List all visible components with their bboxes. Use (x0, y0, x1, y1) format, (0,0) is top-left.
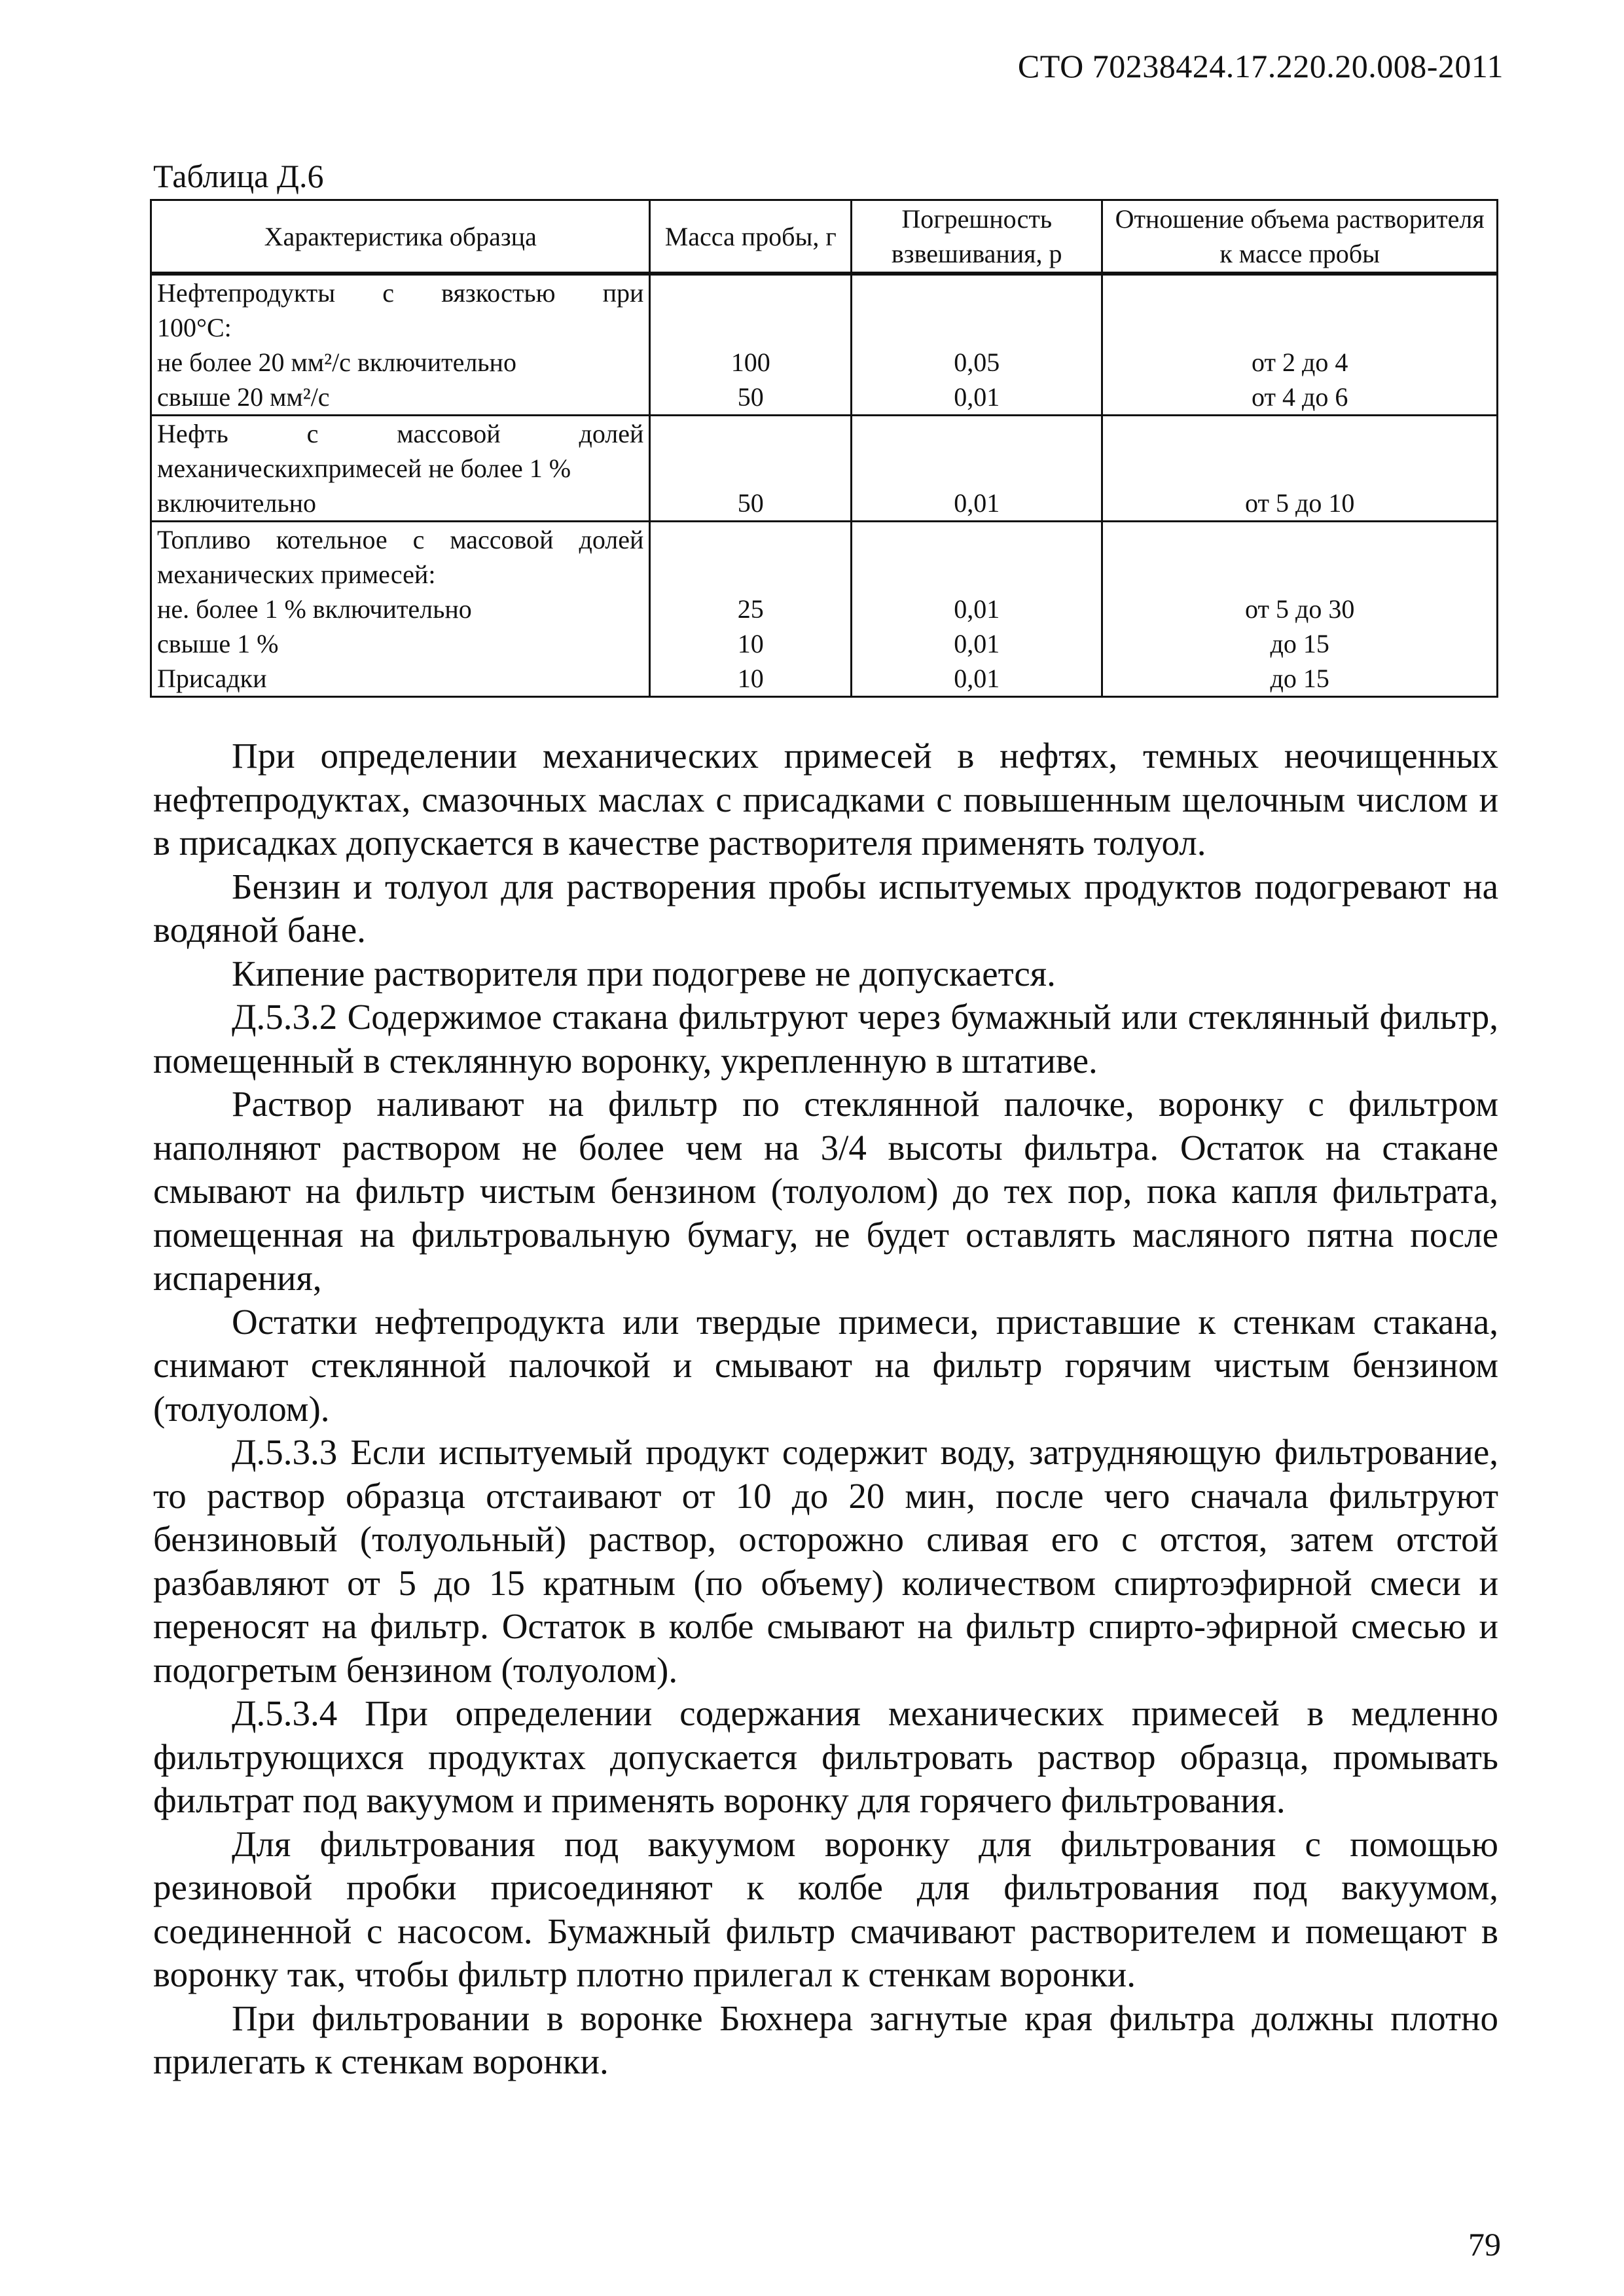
body-text (153, 734, 1498, 2084)
sample-description-cell (151, 416, 650, 522)
ratio-value: от 2 до 4 (1252, 348, 1348, 377)
error-value: 0,01 (954, 488, 1000, 518)
column-header-mass: Масса пробы, г (650, 200, 852, 274)
body-paragraph: Остатки нефтепродукта или твердые примеси, приставшие к стенкам стакана, снимают стеклянной палочкой и смывают на фильтр горячим чистым бензином (толуолом). (153, 1301, 1498, 1429)
sample-description-line: Нефть с массовой долей (157, 419, 644, 448)
ratio-value: от 4 до 6 (1252, 382, 1348, 412)
sample-description-line: Нефтепродукты с вязкостью при (157, 278, 644, 308)
mass-value: 50 (737, 382, 764, 412)
mass-cell (650, 522, 852, 697)
error-cell (852, 522, 1102, 697)
ratio-value: от 5 до 30 (1245, 594, 1355, 624)
mass-value: 10 (737, 629, 764, 658)
table-row (151, 416, 1498, 522)
sample-description-line: Присадки (157, 664, 267, 693)
column-header-sample: Характеристика образца (151, 200, 650, 274)
sample-description-line: Топливо котельное с массовой долей (157, 525, 644, 554)
body-paragraph: Кипение растворителя при подогреве не допускается. (232, 953, 1056, 994)
body-paragraph: Раствор наливают на фильтр по стеклянной палочке, воронку с фильтром наполняют раствором не более чем на 3/4 высоты фильтра. Остаток на стакане смывают на фильтр чистым бензином (толуолом) до тех пор, пока капля фильтрата, помещенная на фильтровальную бумагу, не будет оставлять масляного пятна после испарения, (153, 1084, 1498, 1298)
mass-value: 25 (737, 594, 764, 624)
sample-description-line: включительно (157, 488, 317, 518)
mass-cell (650, 274, 852, 416)
mass-cell (650, 416, 852, 522)
sample-description-line: 100°С: (157, 313, 232, 342)
error-value: 0,01 (954, 382, 1000, 412)
table-caption: Таблица Д.6 (153, 158, 324, 194)
body-paragraph: Д.5.3.2 Содержимое стакана фильтруют через бумажный или стеклянный фильтр, помещенный в стеклянную воронку, укрепленную в штативе. (153, 997, 1498, 1081)
error-value: 0,01 (954, 664, 1000, 693)
table-body (151, 274, 1498, 697)
ratio-value: до 15 (1270, 664, 1329, 693)
table-row (151, 522, 1498, 697)
ratio-cell (1102, 274, 1498, 416)
body-paragraph: Бензин и толуол для растворения пробы испытуемых продуктов подогревают на водяной бане. (153, 866, 1498, 950)
error-value: 0,01 (954, 629, 1000, 658)
table-header (151, 200, 1498, 274)
sample-description-line: свыше 20 мм²/с (157, 382, 330, 412)
body-paragraph: Д.5.3.3 Если испытуемый продукт содержит воду, затрудняющую фильтрование, то раствор образца отстаивают от 10 до 20 мин, после чего сначала фильтруют бензиновый (толуольный) раствор, осторожно сливая его с отстоя, затем отстой разбавляют от 5 до 15 кратным (по объему) количеством спиртоэфирной смеси и переносят на фильтр. Остаток в колбе смывают на фильтр спирто-эфирной смесью и подогретым бензином (толуолом). (153, 1432, 1498, 1690)
body-paragraph: При определении механических примесей в нефтях, темных неочищенных нефтепродуктах, смазочных маслах с присадками с повышенным щелочным числом и в присадках допускается в качестве растворителя применять толуол. (153, 736, 1498, 863)
sample-description-line: не. более 1 % включительно (157, 594, 472, 624)
sample-description-line: механических примесей: (157, 560, 436, 589)
sample-table (150, 199, 1498, 698)
document-code: СТО 70238424.17.220.20.008-2011 (1017, 48, 1504, 84)
body-paragraph: Д.5.3.4 При определении содержания механических примесей в медленно фильтрующихся продуктах допускается фильтровать раствор образца, промывать фильтрат под вакуумом и применять воронку для горячего фильтрования. (153, 1693, 1498, 1820)
ratio-cell (1102, 522, 1498, 697)
error-cell (852, 274, 1102, 416)
ratio-cell (1102, 416, 1498, 522)
sample-description-line: механическихпримесей не более 1 % (157, 454, 571, 483)
error-value: 0,01 (954, 594, 1000, 624)
sample-description-line: не более 20 мм²/с включительно (157, 348, 516, 377)
mass-value: 10 (737, 664, 764, 693)
mass-value: 50 (737, 488, 764, 518)
sample-description-cell (151, 522, 650, 697)
mass-value: 100 (731, 348, 770, 377)
column-header-ratio: Отношение объема растворителя к массе пробы (1102, 200, 1498, 274)
ratio-value: от 5 до 10 (1245, 488, 1355, 518)
column-header-error: Погрешность взвешивания, р (852, 200, 1102, 274)
page-number: 79 (1468, 2226, 1501, 2263)
ratio-value: до 15 (1270, 629, 1329, 658)
body-paragraph: Для фильтрования под вакуумом воронку для фильтрования с помощью резиновой пробки присоединяют к колбе для фильтрования под вакуумом, соединенной с насосом. Бумажный фильтр смачивают растворителем и помещают в воронку так, чтобы фильтр плотно прилегал к стенкам воронки. (153, 1823, 1498, 1994)
error-value: 0,05 (954, 348, 1000, 377)
table-row (151, 274, 1498, 416)
sample-description-cell (151, 274, 650, 416)
body-paragraph: При фильтровании в воронке Бюхнера загнутые края фильтра должны плотно прилегать к стенкам воронки. (153, 1998, 1498, 2081)
error-cell (852, 416, 1102, 522)
sample-description-line: свыше 1 % (157, 629, 279, 658)
